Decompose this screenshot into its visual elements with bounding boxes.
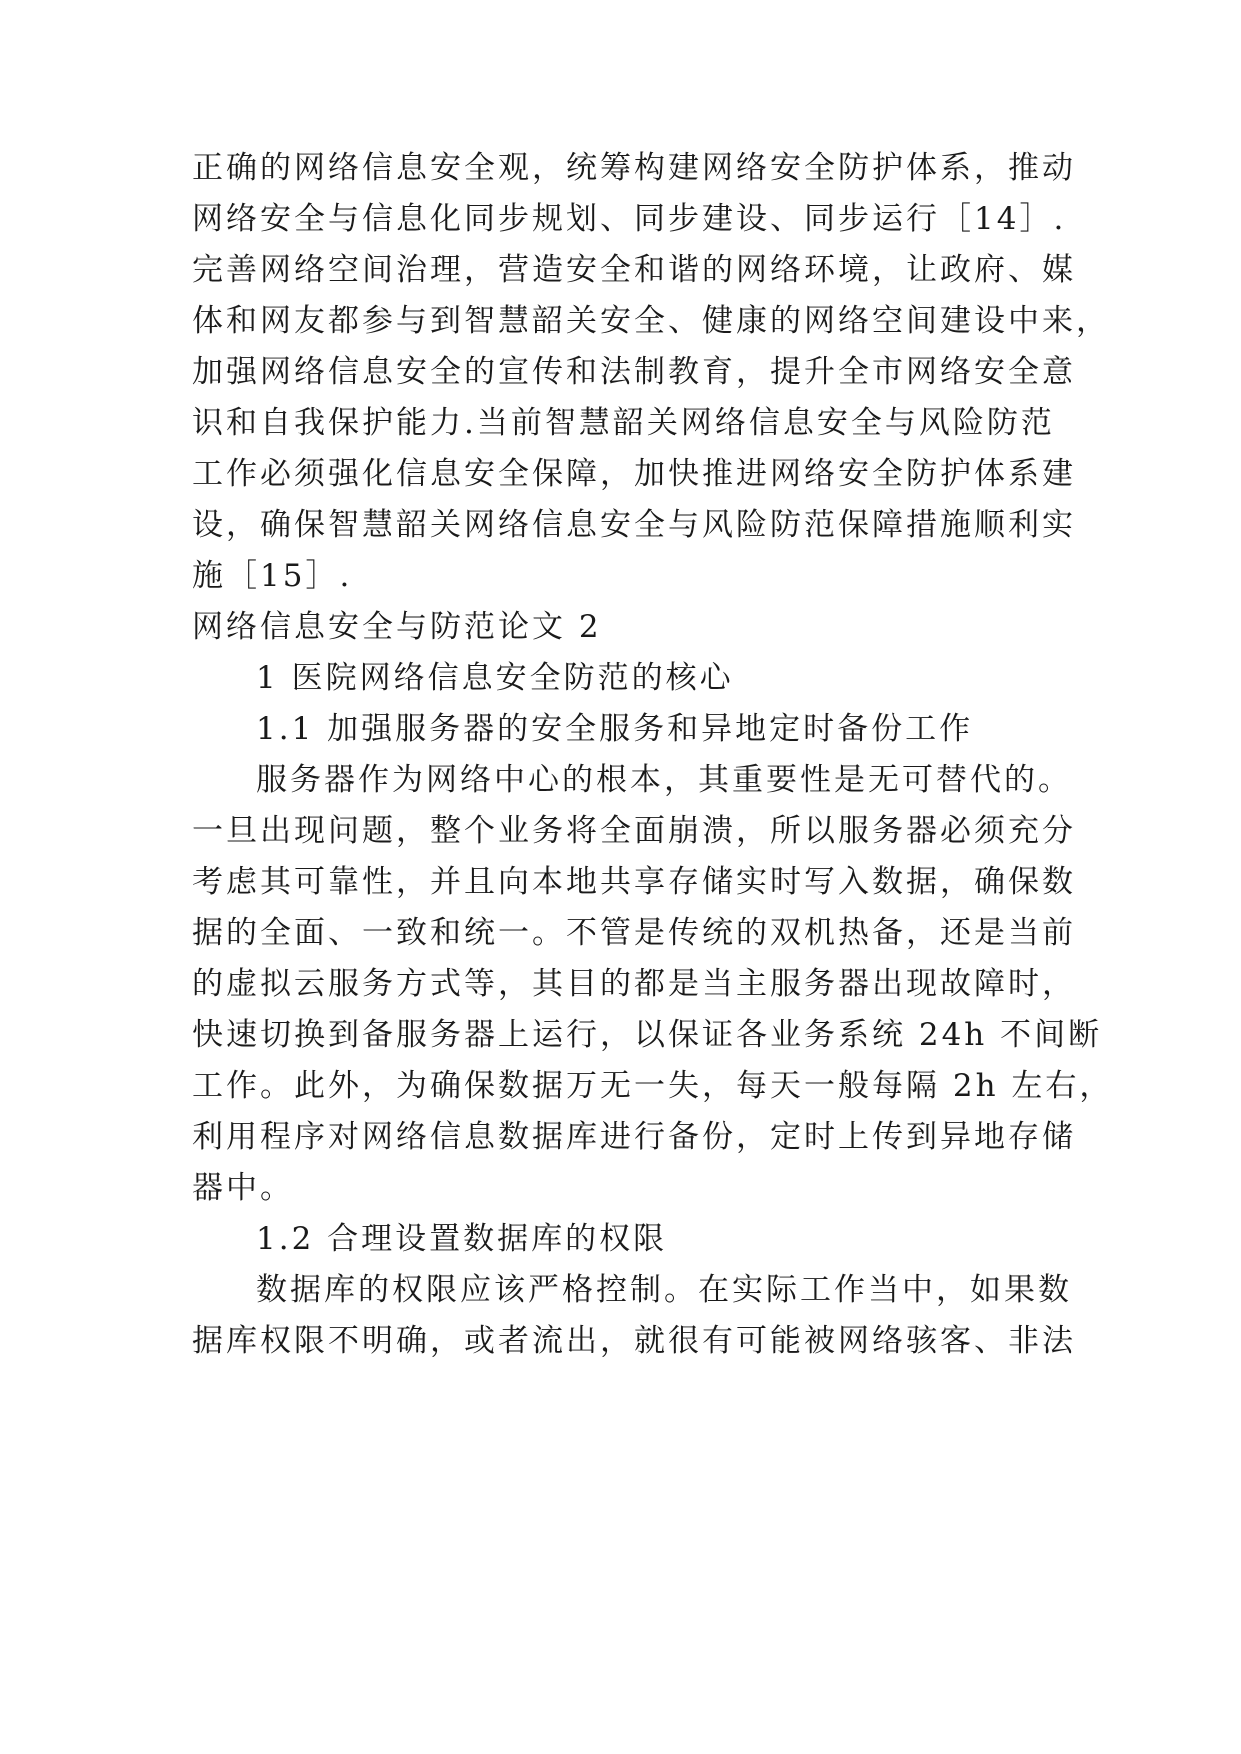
text-line: 服务器作为网络中心的根本，其重要性是无可替代的。 xyxy=(256,762,1072,798)
text-line: 利用程序对网络信息数据库进行备份，定时上传到异地存储 xyxy=(192,1119,1076,1155)
text-line: 数据库的权限应该严格控制。在实际工作当中，如果数 xyxy=(256,1272,1072,1308)
section-heading-1-2: 1.2 合理设置数据库的权限 xyxy=(256,1221,668,1257)
text-line: 快速切换到备服务器上运行，以保证各业务系统 24h 不间断 xyxy=(192,1017,1103,1053)
text-line: 考虑其可靠性，并且向本地共享存储实时写入数据，确保数 xyxy=(192,864,1076,900)
text-line: 识和自我保护能力.当前智慧韶关网络信息安全与风险防范 xyxy=(192,405,1055,441)
text-line: 据库权限不明确，或者流出，就很有可能被网络骇客、非法 xyxy=(192,1323,1076,1359)
text-line: 设，确保智慧韶关网络信息安全与风险防范保障措施顺利实 xyxy=(192,507,1076,543)
text-line: 施［15］. xyxy=(192,558,353,594)
text-line: 正确的网络信息安全观，统筹构建网络安全防护体系，推动 xyxy=(192,150,1076,186)
text-line: 加强网络信息安全的宣传和法制教育，提升全市网络安全意 xyxy=(192,354,1076,390)
section-heading-1: 1 医院网络信息安全防范的核心 xyxy=(256,660,734,696)
text-line: 一旦出现问题，整个业务将全面崩溃，所以服务器必须充分 xyxy=(192,813,1076,849)
text-line: 工作必须强化信息安全保障，加快推进网络安全防护体系建 xyxy=(192,456,1076,492)
text-line: 据的全面、一致和统一。不管是传统的双机热备，还是当前 xyxy=(192,915,1076,951)
text-line: 完善网络空间治理，营造安全和谐的网络环境，让政府、媒 xyxy=(192,252,1076,288)
section-heading-1-1: 1.1 加强服务器的安全服务和异地定时备份工作 xyxy=(256,711,974,747)
text-line: 体和网友都参与到智慧韶关安全、健康的网络空间建设中来， xyxy=(192,303,1110,339)
text-line: 网络安全与信息化同步规划、同步建设、同步运行［14］. xyxy=(192,201,1067,237)
document-title: 网络信息安全与防范论文 2 xyxy=(192,609,602,645)
text-line: 的虚拟云服务方式等，其目的都是当主服务器出现故障时， xyxy=(192,966,1076,1002)
text-line: 器中。 xyxy=(192,1170,294,1206)
text-line: 工作。此外，为确保数据万无一失，每天一般每隔 2h 左右， xyxy=(192,1068,1114,1104)
